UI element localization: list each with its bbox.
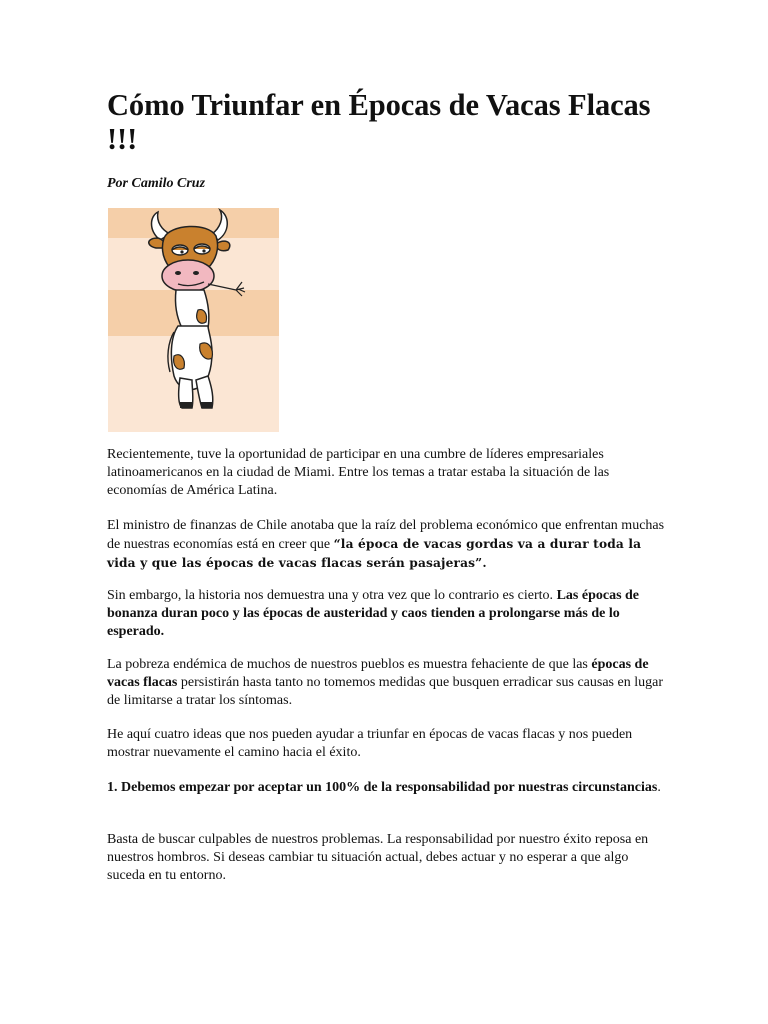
idea-1-heading-period: .: [657, 780, 661, 795]
paragraph-poverty: [107, 656, 667, 710]
paragraph-intro-text: Recientemente, tuve la oportunidad de participar en una cumbre de líderes empresariales latinoamericanos en la ciudad de Miami. Entre los temas a tratar estaba la situación de las economías de América Latina.: [107, 447, 610, 498]
paragraph-poverty-text-a: La pobreza endémica de muchos de nuestros pueblos es muestra fehaciente de que las: [107, 657, 592, 672]
paragraph-poverty-bold: épocas de vacas flacas: [107, 657, 649, 690]
paragraph-poverty-text-c: persistirán hasta tanto no tomemos medidas que busquen erradicar sus causas en lugar de limitarse a tratar los síntomas.: [107, 675, 663, 708]
minister-quote: “la época de vacas gordas va a durar toda la vida y que las épocas de vacas flacas serán pasajeras”.: [107, 537, 642, 570]
paragraph-history: [107, 587, 667, 641]
paragraph-history-bold: Las épocas de bonanza duran poco y las épocas de austeridad y caos tienden a prolongarse más de lo esperado.: [107, 588, 640, 639]
idea-1-heading: [107, 779, 667, 797]
paragraph-responsibility-text: Basta de buscar culpables de nuestros problemas. La responsabilidad por nuestro éxito reposa en nuestros hombros. Si deseas cambiar tu situación actual, debes actuar y no esperar a que algo suceda en tu entorno.: [107, 832, 649, 883]
paragraph-responsibility: [107, 831, 667, 885]
idea-1-heading-bold: 1. Debemos empezar por aceptar un 100% de la responsabilidad por nuestras circunstancias: [107, 780, 658, 795]
paragraph-minister-text: El ministro de finanzas de Chile anotaba que la raíz del problema económico que enfrentan muchas de nuestras economías está en creer que: [107, 518, 665, 552]
article-byline: Por Camilo Cruz: [107, 176, 206, 191]
paragraph-history-text: Sin embargo, la historia nos demuestra una y otra vez que lo contrario es cierto.: [107, 588, 557, 603]
article-title: Cómo Triunfar en Épocas de Vacas Flacas !!!: [107, 88, 651, 156]
cow-illustration: [108, 208, 279, 432]
paragraph-four-ideas: [107, 726, 667, 762]
paragraph-four-ideas-text: He aquí cuatro ideas que nos pueden ayudar a triunfar en épocas de vacas flacas y nos pueden mostrar nuevamente el camino hacia el éxito.: [107, 727, 633, 760]
paragraph-minister: [107, 517, 667, 573]
paragraph-intro: [107, 446, 667, 500]
